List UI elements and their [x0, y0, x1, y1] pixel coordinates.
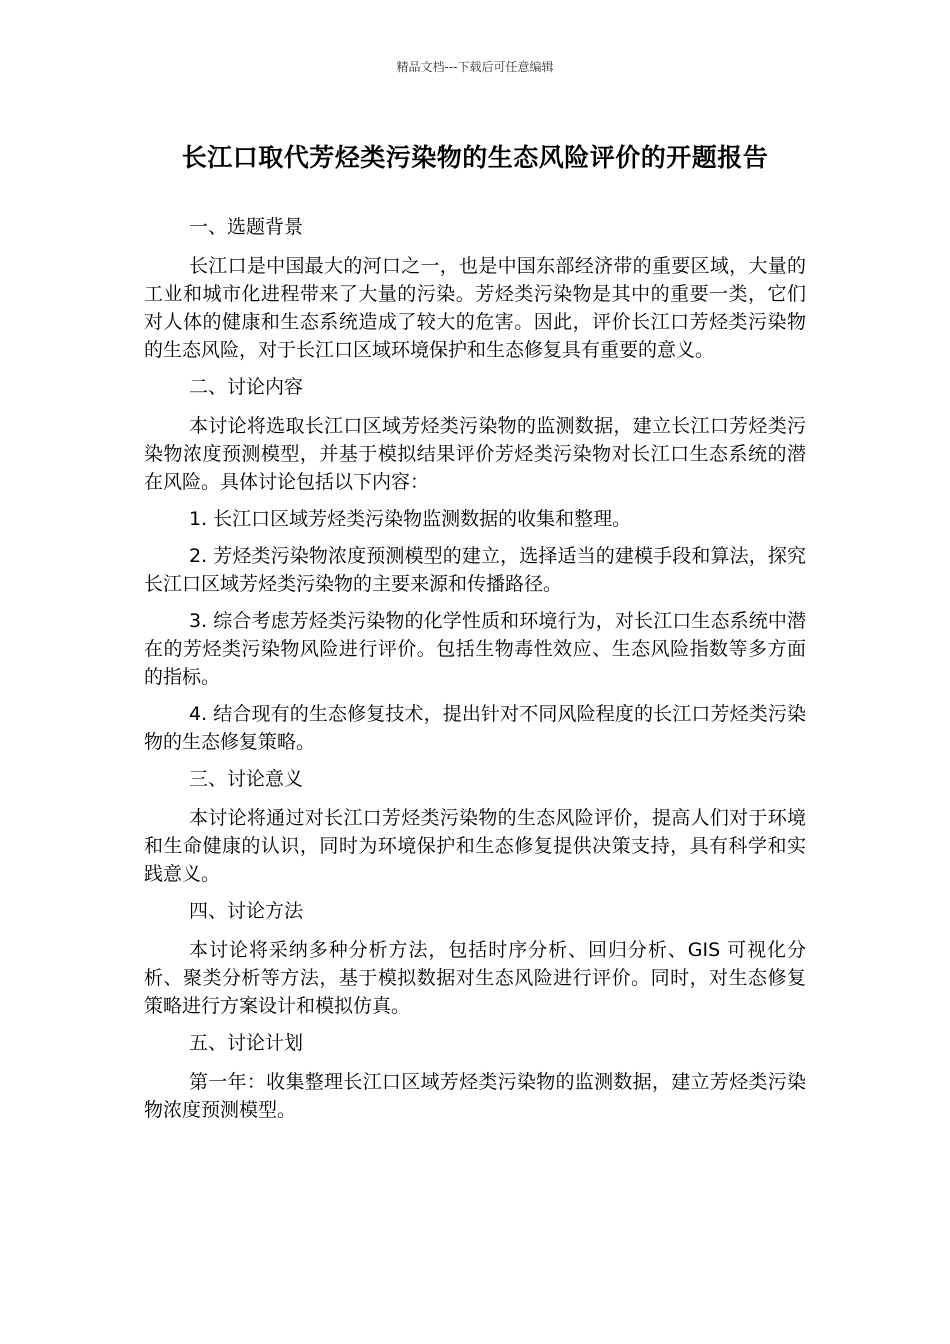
document-body	[144, 213, 806, 1133]
paragraph-methods: 本讨论将采纳多种分析方法，包括时序分析、回归分析、GIS 可视化分析、聚类分析等方法，基于模拟数据对生态风险进行评价。同时，对生态修复策略进行方案设计和模拟仿真。	[144, 939, 806, 1017]
section-heading-content: 二、讨论内容	[189, 376, 304, 398]
paragraph-plan-year-one: 第一年：收集整理长江口区域芳烃类污染物的监测数据，建立芳烃类污染物浓度预测模型。	[144, 1071, 806, 1121]
paragraph-content-intro: 本讨论将选取长江口区域芳烃类污染物的监测数据，建立长江口芳烃类污染物浓度预测模型，并基于模拟结果评价芳烃类污染物对长江口生态系统的潜在风险。具体讨论包括以下内容：	[144, 415, 806, 493]
list-item-1: 1. 长江口区域芳烃类污染物监测数据的收集和整理。	[189, 508, 632, 530]
document-title: 长江口取代芳烃类污染物的生态风险评价的开题报告	[181, 143, 769, 172]
list-item-3: 3. 综合考虑芳烃类污染物的化学性质和环境行为，对长江口生态系统中潜在的芳烃类污染物风险进行评价。包括生物毒性效应、生态风险指数等多方面的指标。	[144, 610, 806, 688]
header-note: 精品文档---下载后可任意编辑	[396, 60, 554, 74]
paragraph-background: 长江口是中国最大的河口之一，也是中国东部经济带的重要区域，大量的工业和城市化进程带来了大量的污染。芳烃类污染物是其中的重要一类，它们对人体的健康和生态系统造成了较大的危害。因此，评价长江口芳烃类污染物的生态风险，对于长江口区域环境保护和生态修复具有重要的意义。	[144, 255, 806, 361]
list-item-4: 4. 结合现有的生态修复技术，提出针对不同风险程度的长江口芳烃类污染物的生态修复策略。	[144, 703, 806, 753]
section-heading-plan: 五、讨论计划	[189, 1032, 304, 1054]
section-heading-significance: 三、讨论意义	[189, 768, 304, 790]
section-heading-methods: 四、讨论方法	[189, 900, 304, 922]
paragraph-significance: 本讨论将通过对长江口芳烃类污染物的生态风险评价，提高人们对于环境和生命健康的认识，同时为环境保护和生态修复提供决策支持，具有科学和实践意义。	[144, 807, 806, 885]
section-heading-background: 一、选题背景	[189, 216, 304, 238]
list-item-2: 2. 芳烃类污染物浓度预测模型的建立，选择适当的建模手段和算法，探究长江口区域芳烃类污染物的主要来源和传播路径。	[144, 545, 806, 595]
